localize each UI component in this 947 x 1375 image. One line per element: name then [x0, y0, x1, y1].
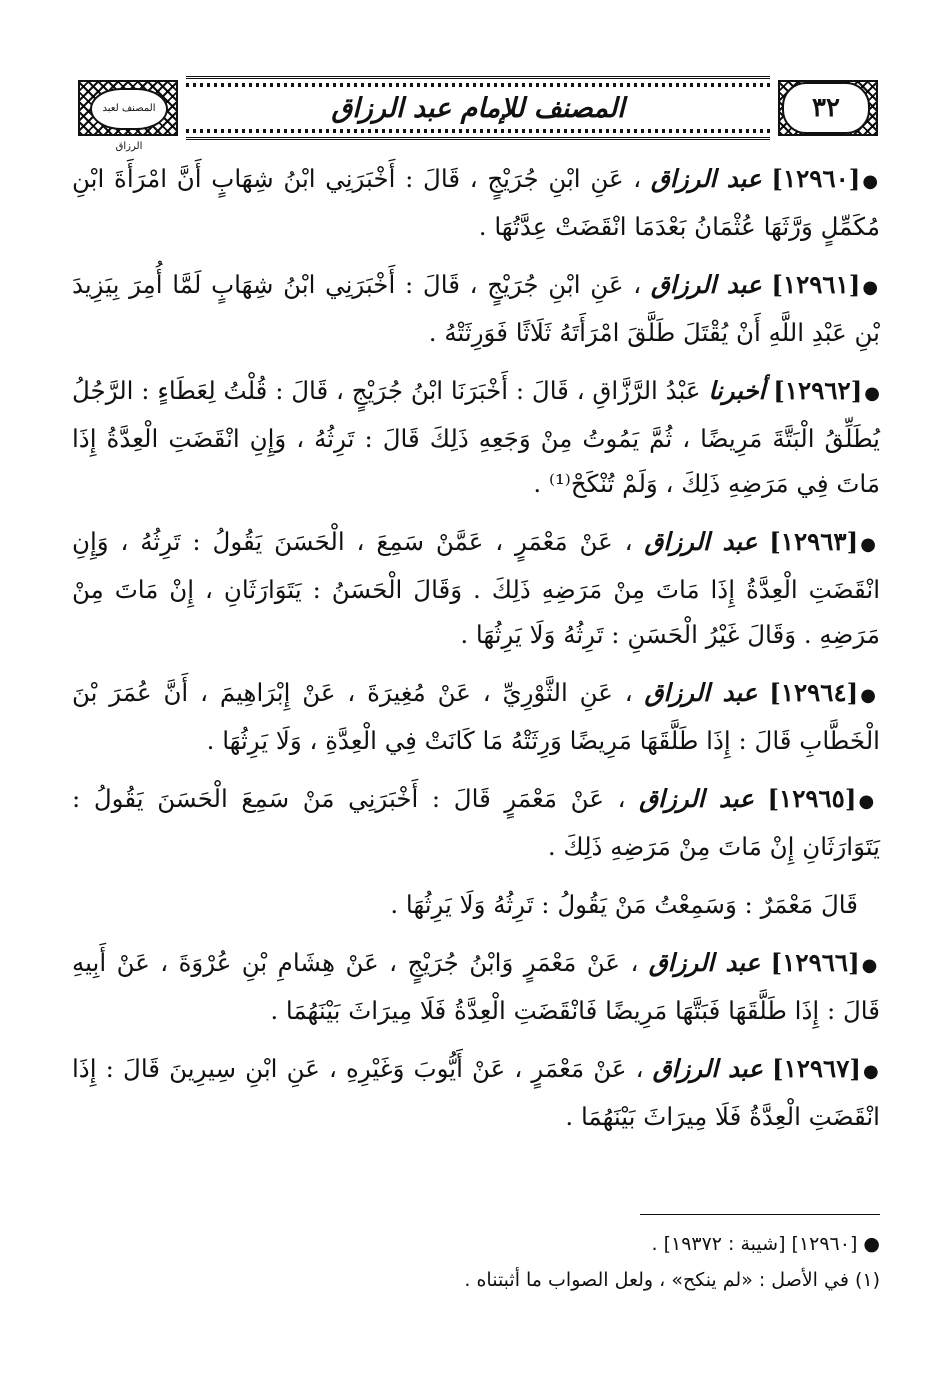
bullet-icon: ● — [860, 685, 880, 706]
entry-text: ، عَنْ مَعْمَرٍ وَابْنُ جُرَيْجٍ ، عَنْ هِشَامِ بْنِ عُرْوَةَ ، عَنْ أَبِيهِ قَالَ : إِذَا طَلَّقَهَا فَبَتَّهَا مَرِيضًا فَانْقَضَتِ الْعِدَّةُ فَلَا مِيرَاثَ بَيْنَهُمَا . — [72, 948, 880, 1025]
hadith-entry — [72, 519, 880, 657]
entry-number: [١٢٩٦٢] — [773, 376, 863, 405]
entry-narrator: عبد الرزاق — [650, 270, 762, 299]
main-text — [72, 156, 880, 1152]
entry-narrator: عبد الرزاق — [648, 948, 761, 977]
entry-narrator: عبد الرزاق — [652, 1054, 763, 1083]
hadith-entry — [72, 670, 880, 763]
entry-number: [١٢٩٦٠] — [771, 164, 861, 193]
bullet-icon: ● — [860, 534, 880, 555]
entry-number: [١٢٩٦٦] — [770, 948, 860, 977]
hadith-entry — [72, 368, 880, 506]
entry-text: ، عَنِ ابْنِ جُرَيْجٍ ، قَالَ : أَخْبَرَنِي ابْنُ شِهَابٍ لَمَّا أُمِرَ بِيَزِيدَ بْنِ عَبْدِ اللَّهِ أَنْ يُقْتَلَ طَلَّقَ امْرَأَتَهُ ثَلَاثًا فَوَرِثَتْهُ . — [72, 270, 880, 347]
entry-text: ، عَنْ مَعْمَرٍ قَالَ : أَخْبَرَنِي مَنْ سَمِعَ الْحَسَنَ يَقُولُ : يَتَوَارَثَانِ إِنْ مَاتَ مِنْ مَرَضِهِ ذَلِكَ . — [72, 784, 880, 861]
entry-text: ، عَنِ الثَّوْرِيِّ ، عَنْ مُغِيرَةَ ، عَنْ إِبْرَاهِيمَ ، أَنَّ عُمَرَ بْنَ الْخَطَّابِ قَالَ : إِذَا طَلَّقَهَا مَرِيضًا وَرِثَتْهُ مَا كَانَتْ فِي الْعِدَّةِ ، وَلَا يَرِثُهَا . — [72, 678, 880, 755]
entry-number: [١٢٩٦٤] — [769, 678, 859, 707]
footnotes — [72, 1226, 880, 1298]
entry-text: عَبْدُ الرَّزَّاقِ ، قَالَ : أَخْبَرَنَا ابْنُ جُرَيْجٍ ، قَالَ : قُلْتُ لِعَطَاءٍ : الرَّجُلُ يُطَلِّقُ الْبَتَّةَ مَرِيضًا ، ثُمَّ يَمُوتُ مِنْ وَجَعِهِ ذَلِكَ قَالَ : تَرِثُهُ ، وَإِنِ انْقَضَتِ الْعِدَّةُ إِذَا مَاتَ فِي مَرَضِهِ ذَلِكَ ، وَلَمْ تُنْكَحْ⁽¹⁾ . — [72, 376, 880, 498]
footnote-reference: ● [١٢٩٦٠] [شيبة : ١٩٣٧٢] . — [651, 1233, 880, 1255]
entry-number: [١٢٩٦٣] — [769, 527, 859, 556]
entry-text: ، عَنْ مَعْمَرٍ ، عَمَّنْ سَمِعَ ، الْحَسَنَ يَقُولُ : تَرِثُهُ ، وَإِنِ انْقَضَتِ الْعِدَّةُ إِذَا مَاتَ مِنْ مَرَضِهِ ذَلِكَ . وَقَالَ الْحَسَنُ : يَتَوَارَثَانِ ، إِنْ مَاتَ مِنْ مَرَضِهِ . وَقَالَ غَيْرُ الْحَسَنِ : تَرِثُهُ وَلَا يَرِثُهَا . — [72, 527, 880, 649]
entry-text: ، عَنْ مَعْمَرٍ ، عَنْ أَيُّوبَ وَغَيْرِهِ ، عَنِ ابْنِ سِيرِينَ قَالَ : إِذَا انْقَضَتِ الْعِدَّةُ فَلَا مِيرَاثَ بَيْنَهُمَا . — [72, 1054, 880, 1131]
hadith-entry — [72, 156, 880, 249]
bullet-icon: ● — [864, 383, 881, 404]
entry-number: [١٢٩٦٧] — [771, 1054, 861, 1083]
bullet-icon: ● — [861, 955, 880, 976]
hadith-entry — [72, 1046, 880, 1139]
entry-narrator: عبد الرزاق — [644, 678, 758, 707]
footnote-divider — [640, 1214, 880, 1215]
running-title: المصنف للإمام عبد الرزاق — [331, 93, 625, 124]
bullet-icon: ● — [858, 791, 880, 812]
bullet-icon: ● — [862, 171, 880, 192]
hadith-entry — [72, 940, 880, 1033]
hadith-entry — [72, 776, 880, 869]
entry-number: [١٢٩٦١] — [771, 270, 861, 299]
ornament-seal: المصنف لعبد الرزاق — [90, 88, 168, 130]
page-number: ٣٢ — [782, 82, 870, 134]
bullet-icon: ● — [862, 277, 880, 298]
entry-number: [١٢٩٦٥] — [767, 784, 857, 813]
ma-mar-note: قَالَ مَعْمَرٌ : وَسَمِعْتُ مَنْ يَقُولُ : تَرِثُهُ وَلَا يَرِثُهَا . — [390, 890, 858, 919]
page-header — [78, 76, 878, 152]
hadith-entry — [72, 262, 880, 355]
entry-narrator: عبد الرزاق — [650, 164, 762, 193]
entry-narrator: عبد الرزاق — [639, 784, 754, 813]
entry-text: ، عَنِ ابْنِ جُرَيْجٍ ، قَالَ : أَخْبَرَنِي ابْنُ شِهَابٍ أَنَّ امْرَأَةَ ابْنِ مُكَمِّلٍ وَرَّثَهَا عُثْمَانُ بَعْدَمَا انْقَضَتْ عِدَّتُهَا . — [72, 164, 880, 241]
header-ornament-left — [78, 80, 178, 152]
entry-narrator: عبد الرزاق — [644, 527, 758, 556]
entry-narrator: أخبرنا — [708, 376, 766, 405]
bullet-icon: ● — [862, 1061, 880, 1082]
footnote-note: (١) في الأصل : «لم ينكح» ، ولعل الصواب ما أثبتناه . — [464, 1269, 880, 1291]
title-frame — [186, 76, 770, 140]
